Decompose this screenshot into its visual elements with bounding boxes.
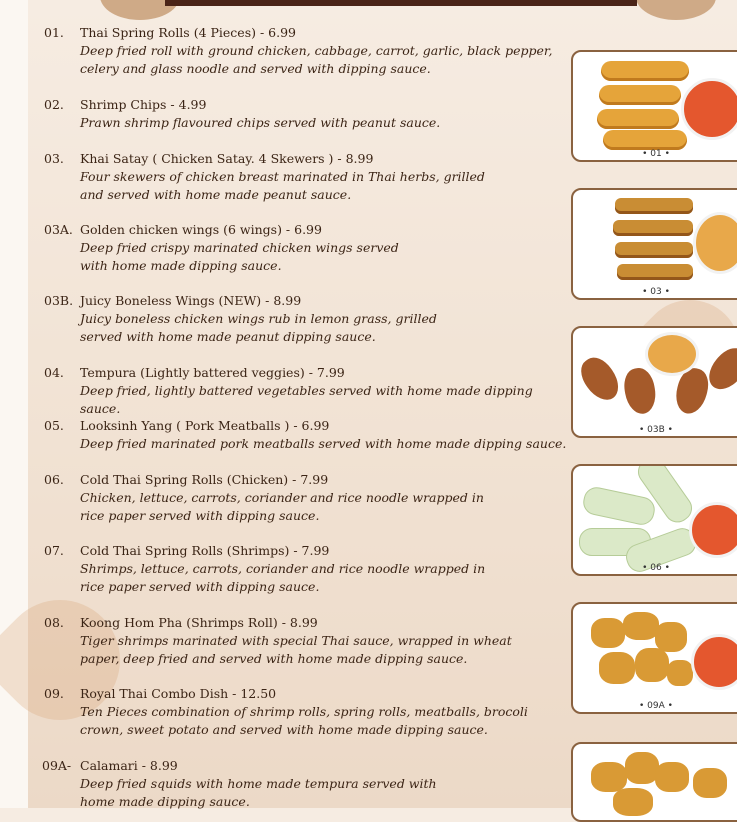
item-number: 02. — [44, 97, 64, 112]
item-title: Shrimp Chips - 4.99 — [80, 97, 207, 112]
header-ornament-right — [636, 0, 716, 20]
item-number: 06. — [44, 472, 64, 487]
food-photo-cold-spring-rolls — [571, 464, 737, 576]
item-description: Deep fried, lightly battered vegetables served with home made dipping sauce. — [80, 383, 533, 416]
photo-caption: • 03 • — [642, 287, 670, 297]
item-number: 09. — [44, 686, 64, 701]
item-title: Koong Hom Pha (Shrimps Roll) - 8.99 — [80, 615, 318, 630]
item-description: Shrimps, lettuce, carrots, coriander and rice noodle wrapped in rice paper served with dipping sauce. — [80, 561, 486, 594]
item-number: 04. — [44, 365, 64, 380]
item-number: 07. — [44, 543, 64, 558]
item-description: Four skewers of chicken breast marinated in Thai herbs, grilled and served with home made peanut sauce. — [80, 169, 485, 202]
item-number: 05. — [44, 418, 64, 433]
item-description: Chicken, lettuce, carrots, coriander and rice noodle wrapped in rice paper served with dipping sauce. — [80, 490, 484, 523]
photo-caption: • 09A • — [639, 701, 673, 711]
item-description: Prawn shrimp flavoured chips served with peanut sauce. — [80, 115, 441, 130]
item-number: 08. — [44, 615, 64, 630]
header-bar — [165, 0, 637, 6]
item-title: Calamari - 8.99 — [80, 758, 178, 773]
item-title: Looksinh Yang ( Pork Meatballs ) - 6.99 — [80, 418, 330, 433]
food-photo-combo — [571, 742, 737, 822]
photo-caption: • 06 • — [642, 563, 670, 573]
item-title: Cold Thai Spring Rolls (Shrimps) - 7.99 — [80, 543, 330, 558]
item-description: Deep fried squids with home made tempura served with home made dipping sauce. — [80, 776, 437, 809]
food-photo-spring-rolls — [571, 50, 737, 162]
food-photo-calamari — [571, 602, 737, 714]
item-title: Cold Thai Spring Rolls (Chicken) - 7.99 — [80, 472, 329, 487]
item-title: Khai Satay ( Chicken Satay. 4 Skewers ) - 8.99 — [80, 151, 374, 166]
item-description: Deep fried marinated pork meatballs served with home made dipping sauce. — [80, 436, 567, 451]
item-description: Juicy boneless chicken wings rub in lemon grass, grilled served with home made peanut dipping sauce. — [80, 311, 437, 344]
photo-caption: • 03B • — [639, 425, 673, 435]
item-number: 03B. — [44, 293, 74, 308]
item-title: Juicy Boneless Wings (NEW) - 8.99 — [80, 293, 302, 308]
food-photo-boneless-wings — [571, 326, 737, 438]
item-description: Deep fried roll with ground chicken, cabbage, carrot, garlic, black pepper, celery and glass noodle and served with dipping sauce. — [80, 43, 553, 76]
item-title: Tempura (Lightly battered veggies) - 7.99 — [80, 365, 345, 380]
item-title: Thai Spring Rolls (4 Pieces) - 6.99 — [80, 25, 296, 40]
food-photo-chicken-satay — [571, 188, 737, 300]
photo-caption: • 01 • — [642, 149, 670, 159]
item-title: Golden chicken wings (6 wings) - 6.99 — [80, 222, 322, 237]
item-number: 03. — [44, 151, 64, 166]
item-description: Ten Pieces combination of shrimp rolls, spring rolls, meatballs, brocoli crown, sweet potato and served with home made dipping sauce. — [80, 704, 528, 737]
item-number: 09A- — [42, 758, 72, 773]
item-number: 01. — [44, 25, 64, 40]
item-title: Royal Thai Combo Dish - 12.50 — [80, 686, 277, 701]
item-description: Tiger shrimps marinated with special Thai sauce, wrapped in wheat paper, deep fried and served with home made dipping sauce. — [80, 633, 512, 666]
item-number: 03A. — [44, 222, 73, 237]
item-description: Deep fried crispy marinated chicken wings served with home made dipping sauce. — [80, 240, 399, 273]
